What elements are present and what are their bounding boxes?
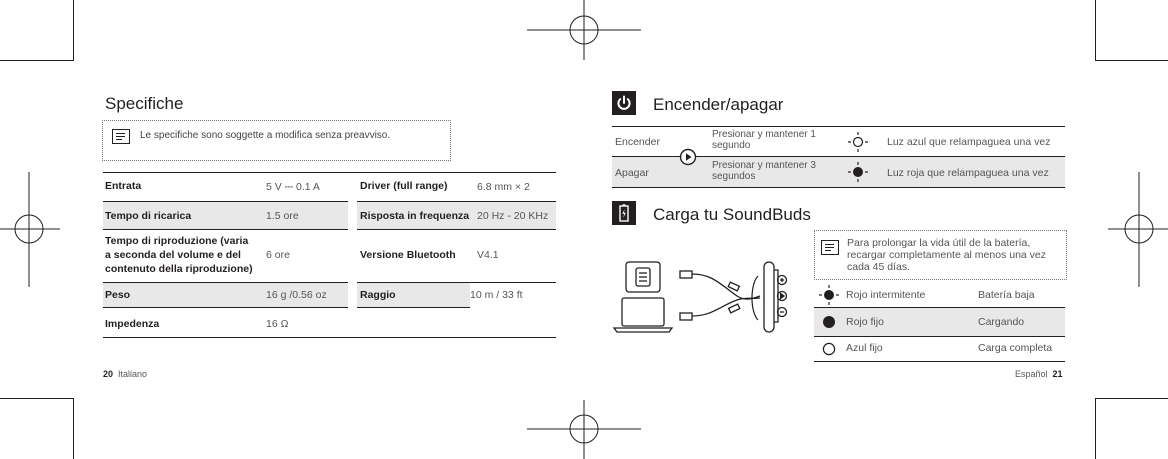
charge-notice-text: Para prolongar la vida útil de la batería, recargar completamente al menos una vez cada 45 días. (847, 237, 1047, 273)
charge-notice-box (814, 230, 1067, 280)
spec-label: Raggio (360, 289, 396, 301)
led-label: Rojo fijo (846, 316, 884, 328)
power-row-label: Encender (615, 136, 660, 148)
page-title: Specifiche (105, 94, 184, 113)
page-footer-left (103, 369, 147, 379)
power-row-light: Luz roja que relampaguea una vez (887, 167, 1049, 179)
section-title-power: Encender/apagar (653, 95, 784, 114)
page-footer-right (1015, 369, 1063, 379)
led-blue-solid-icon (821, 341, 837, 357)
note-icon (112, 129, 130, 144)
spec-label: Risposta in frequenza (360, 210, 470, 222)
spec-label: a seconda del volume e del (105, 249, 241, 261)
spec-value: 10 m / 33 ft (470, 289, 523, 301)
language-label: Español (1015, 369, 1048, 379)
led-red-solid-icon (821, 314, 837, 330)
page-number: 20 (103, 369, 114, 379)
power-row-action: Presionar y mantener 1 segundo (712, 129, 816, 151)
led-blink-filled-icon (846, 160, 870, 184)
power-row-label: Apagar (615, 167, 649, 179)
spec-value: V4.1 (477, 249, 499, 261)
spec-value: 6.8 mm × 2 (477, 181, 530, 193)
notice-text: Le specifiche sono soggette a modifica senza preavviso. (140, 130, 391, 141)
status-label: Carga completa (978, 342, 1053, 354)
power-icon (612, 91, 636, 115)
status-label: Batería baja (978, 289, 1035, 301)
spec-label: Driver (full range) (360, 180, 448, 192)
spec-label: Tempo di riproduzione (varia (105, 235, 249, 247)
notice-box (102, 120, 451, 161)
play-button-icon (679, 148, 697, 166)
led-red-blink-icon (817, 283, 841, 307)
spec-value: 1.5 ore (266, 210, 299, 222)
spec-label: Tempo di ricarica (105, 210, 192, 222)
spec-label: contenuto della riproduzione) (105, 263, 253, 275)
spec-value: 5 V ⎓ 0.1 A (266, 181, 320, 193)
led-blink-outline-icon (846, 130, 870, 154)
status-label: Cargando (978, 316, 1025, 328)
led-label: Azul fijo (846, 342, 883, 354)
spec-label: Peso (105, 289, 131, 301)
spec-label: Entrata (105, 180, 142, 192)
language-label: Italiano (118, 369, 148, 379)
led-label: Rojo intermitente (846, 289, 926, 301)
section-title-charge: Carga tu SoundBuds (653, 205, 811, 224)
spec-value: 16 Ω (266, 318, 289, 330)
spec-value: 20 Hz - 20 KHz (477, 210, 549, 222)
charging-illustration (612, 256, 798, 340)
spec-value: 16 g /0.56 oz (266, 289, 327, 301)
spec-label: Impedenza (105, 318, 160, 330)
spec-value: 6 ore (266, 249, 290, 261)
page-number: 21 (1052, 369, 1063, 379)
power-row-action: Presionar y mantener 3 segundos (712, 160, 816, 182)
battery-charge-icon (612, 201, 636, 225)
note-icon (821, 240, 839, 255)
power-row-light: Luz azul que relampaguea una vez (887, 136, 1051, 148)
spec-label: Versione Bluetooth (360, 249, 456, 261)
